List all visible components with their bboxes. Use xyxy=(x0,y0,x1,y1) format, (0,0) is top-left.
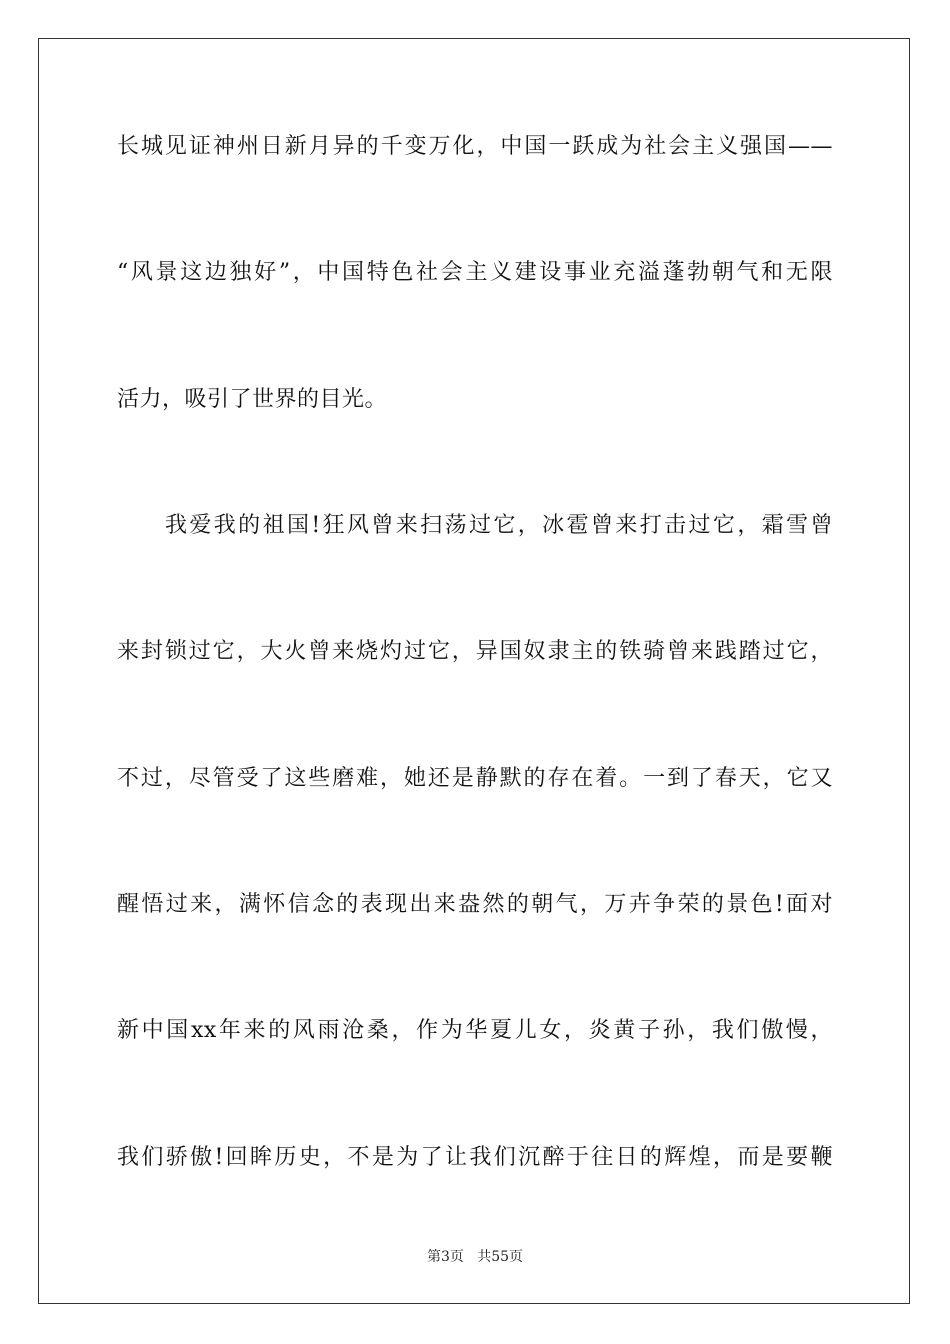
paragraph-line-3: 活力，吸引了世界的目光。 xyxy=(117,387,388,412)
page-number-footer: 第3页 共55页 xyxy=(426,1249,524,1265)
paragraph-line-2: “风景这边独好”，中国特色社会主义建设事业充溢蓬勃朝气和无限 xyxy=(117,260,833,285)
paragraph-line-7: 醒悟过来，满怀信念的表现出来盎然的朝气，万卉争荣的景色!面对 xyxy=(117,892,833,917)
paragraph-line-9: 我们骄傲!回眸历史，不是为了让我们沉醉于往日的辉煌，而是要鞭 xyxy=(117,1145,833,1170)
paragraph-line-4: 我爱我的祖国!狂风曾来扫荡过它，冰雹曾来打击过它，霜雪曾 xyxy=(165,513,833,538)
paragraph-line-1: 长城见证神州日新月异的千变万化，中国一跃成为社会主义强国—— xyxy=(117,134,833,159)
paragraph-line-8: 新中国xx年来的风雨沧桑，作为华夏儿女，炎黄子孙，我们傲慢， xyxy=(117,1018,833,1043)
page-border xyxy=(38,38,910,1304)
paragraph-line-5: 来封锁过它，大火曾来烧灼过它，异国奴隶主的铁骑曾来践踏过它， xyxy=(117,639,833,664)
paragraph-line-6: 不过，尽管受了这些磨难，她还是静默的存在着。一到了春天，它又 xyxy=(117,766,833,791)
